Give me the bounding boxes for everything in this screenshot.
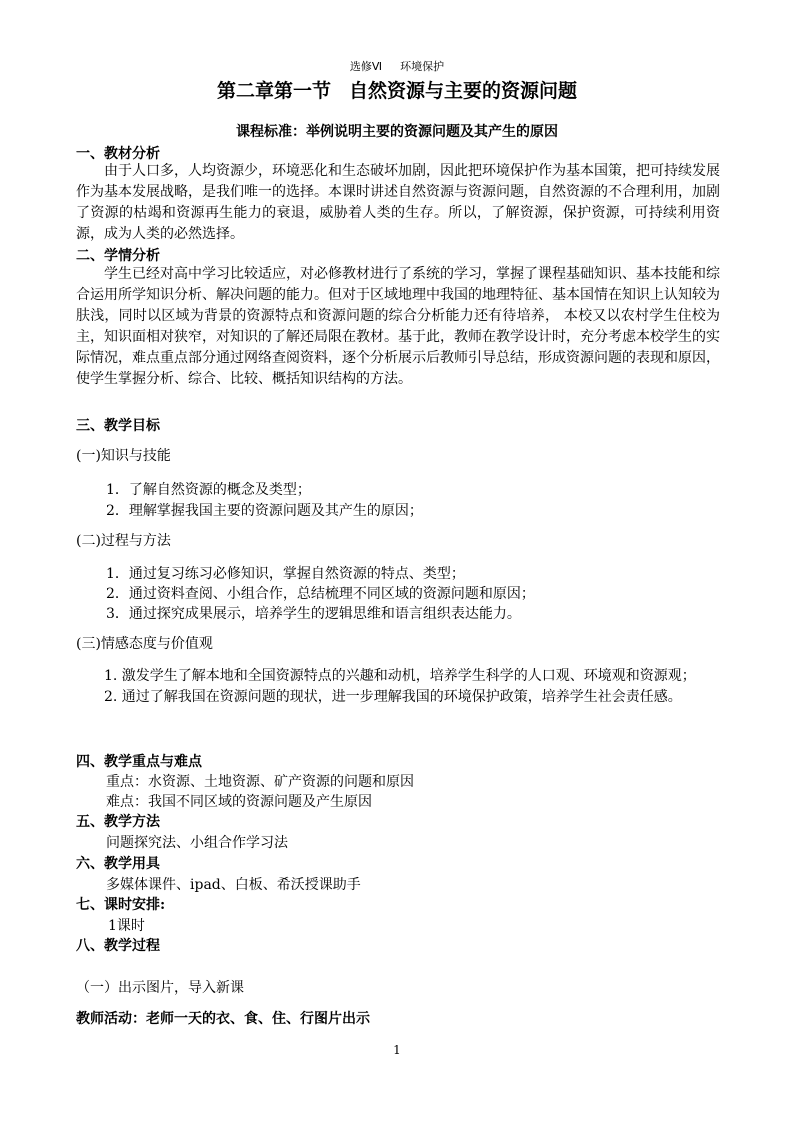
objective-knowledge-item-2: 2．理解掌握我国主要的资源问题及其产生的原因； — [106, 503, 423, 519]
textbook-analysis-paragraph — [76, 161, 720, 245]
header-topic: 环境保护 — [400, 60, 445, 73]
tools-text: 多媒体课件、ipad、白板、希沃授课助手 — [106, 877, 361, 893]
objective-emotion-item-2: 2. 通过了解我国在资源问题的现状，进一步理解我国的环境保护政策，培养学生社会责任感。 — [104, 689, 682, 705]
learner-analysis-text: 学生已经对高中学习比较适应，对必修教材进行了系统的学习，掌握了课程基础知识、基本技能和综合运用所学知识分析、解决问题的能力。但对于区域地理中我国的地理特征、基本国情在知识上认知较为肤浅，同时以区域为背景的资源特点和资源问题的综合分析能力还有待培养， 本校又以农村学生住校为主，知识面相对狭窄，对知识的了解还局限在教材。基于此，教师在教学设计时，充分考虑本校学生的实际情况，难点重点部分通过网络查阅资料，逐个分析展示后教师引导总结，形成资源问题的表现和原因，使学生掌握分析、综合、比较、概括知识结构的方法。 — [76, 266, 720, 387]
objective-heading-knowledge: (一)知识与技能 — [76, 448, 171, 464]
section-heading-objectives: 三、教学目标 — [76, 418, 160, 434]
header-course: 选修Ⅵ — [349, 60, 383, 73]
section-heading-key-points: 四、教学重点与难点 — [76, 754, 202, 770]
objective-process-item-3: 3．通过探究成果展示，培养学生的逻辑思维和语言组织表达能力。 — [106, 606, 521, 622]
section-heading-process: 八、教学过程 — [76, 938, 160, 954]
title-topic: 自然资源与主要的资源问题 — [349, 80, 578, 102]
objective-process-item-2: 2．通过资料查阅、小组合作，总结梳理不同区域的资源问题和原因； — [106, 586, 535, 602]
page-header — [0, 58, 794, 74]
textbook-analysis-text: 由于人口多，人均资源少，环境恶化和生态破坏加剧，因此把环境保护作为基本国策，把可持续发展作为基本发展战略，是我们唯一的选择。本课时讲述自然资源与资源问题，自然资源的不合理利用，加剧了资源的枯竭和资源再生能力的衰退，威胁着人类的生存。所以，了解资源，保护资源，可持续利用资源，成为人类的必然选择。 — [76, 163, 720, 242]
objective-heading-emotion: (三)情感态度与价值观 — [76, 636, 213, 652]
section-heading-learner-analysis: 二、学情分析 — [76, 248, 160, 264]
title-chapter: 第二章第一节 — [216, 80, 331, 102]
course-standard: 课程标准：举例说明主要的资源问题及其产生的原因 — [236, 124, 558, 140]
objective-emotion-item-1: 1. 激发学生了解本地和全国资源特点的兴趣和动机，培养学生科学的人口观、环境观和资源观； — [104, 668, 696, 684]
process-step-1: （一）出示图片，导入新课 — [76, 980, 244, 996]
section-heading-schedule: 七、课时安排: — [76, 897, 166, 913]
objective-heading-process: (二)过程与方法 — [76, 533, 171, 549]
objective-process-item-1: 1．通过复习练习必修知识，掌握自然资源的特点、类型； — [106, 566, 465, 582]
learner-analysis-paragraph — [76, 264, 720, 390]
section-heading-textbook-analysis: 一、教材分析 — [76, 146, 160, 162]
document-title — [0, 76, 794, 103]
schedule-text: 1课时 — [108, 918, 145, 934]
objective-knowledge-item-1: 1．了解自然资源的概念及类型； — [106, 482, 311, 498]
section-heading-methods: 五、教学方法 — [76, 814, 160, 830]
objective-emotion-items — [76, 666, 720, 708]
page-number: 1 — [393, 1043, 401, 1057]
key-point-text: 重点：水资源、土地资源、矿产资源的问题和原因 — [106, 774, 414, 790]
methods-text: 问题探究法、小组合作学习法 — [106, 835, 288, 851]
difficulty-text: 难点：我国不同区域的资源问题及产生原因 — [106, 794, 372, 810]
teacher-activity: 教师活动：老师一天的衣、食、住、行图片出示 — [76, 1011, 370, 1027]
section-heading-tools: 六、教学用具 — [76, 856, 160, 872]
